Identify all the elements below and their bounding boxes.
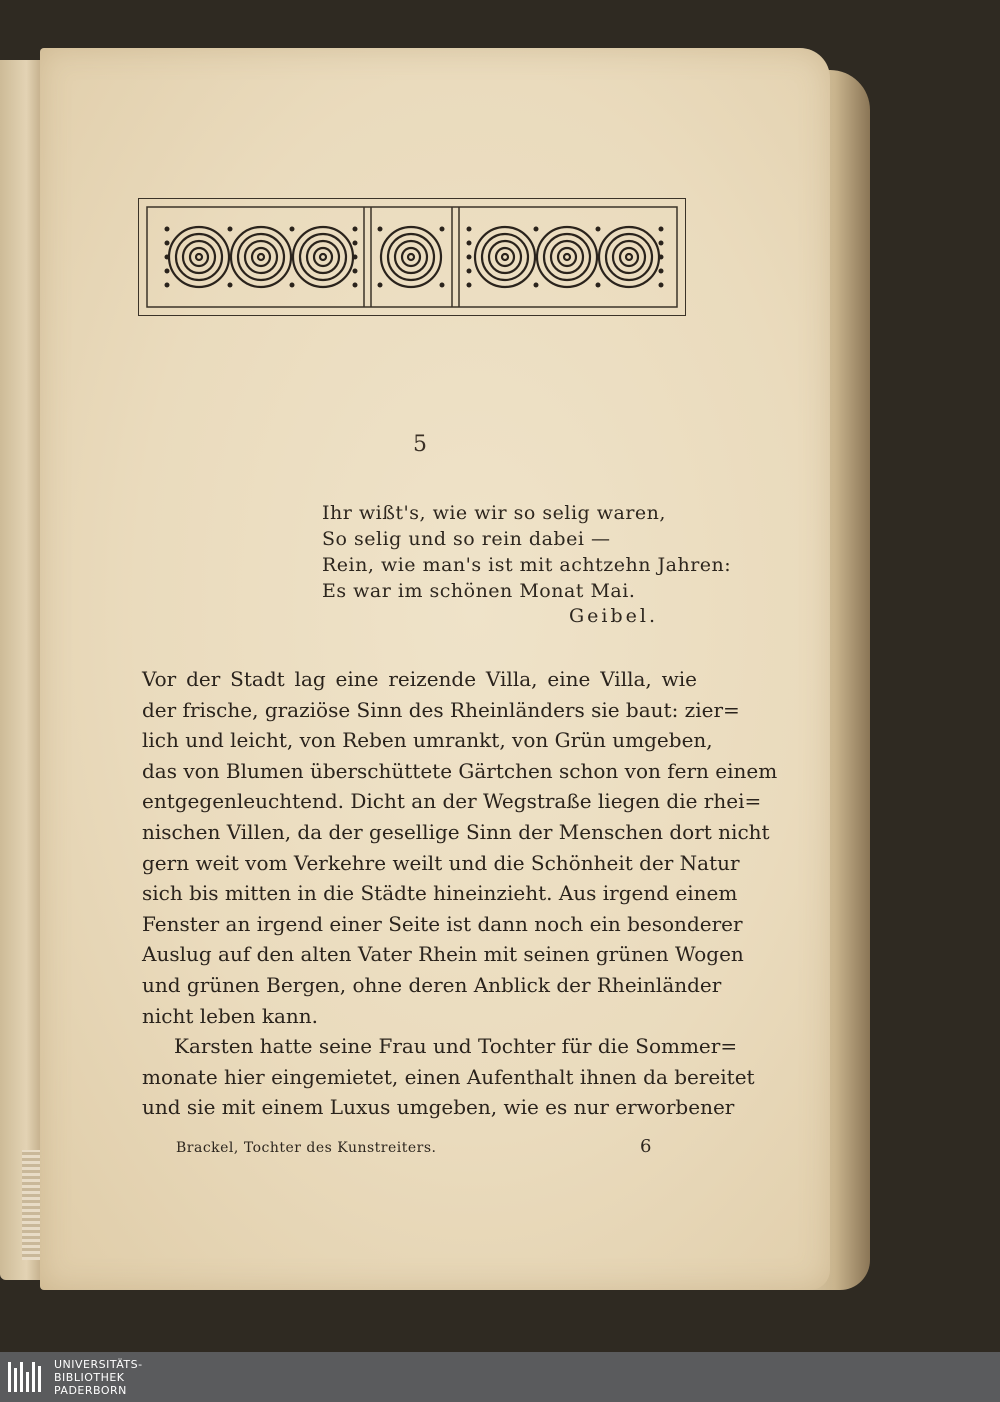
poem-line: Es war im schönen Monat Mai. <box>322 580 636 602</box>
text-line: entgegenleuchtend. Dicht an der Wegstraße liegen die rhei= <box>142 789 762 814</box>
text-line: und grünen Bergen, ohne deren Anblick der Rheinländer <box>142 972 722 997</box>
text-line: Karsten hatte seine Frau und Tochter für die Sommer= <box>174 1034 738 1059</box>
text-line: monate hier eingemietet, einen Aufenthalt ihnen da bereitet <box>142 1064 755 1089</box>
library-footer-bar <box>0 1352 1000 1402</box>
text-line: und sie mit einem Luxus umgeben, wie es nur erworbener <box>142 1095 735 1120</box>
logo-line: PADERBORN <box>54 1384 127 1397</box>
text-line: sich bis mitten in die Städte hineinzieht. Aus irgend einem <box>142 881 738 906</box>
body-text <box>142 664 778 1123</box>
chapter-number: 5 <box>413 432 427 457</box>
logo-line: UNIVERSITÄTS- <box>54 1358 143 1371</box>
text-line: gern weit vom Verkehre weilt und die Schönheit der Natur <box>142 850 740 875</box>
library-logo-text <box>54 1358 143 1397</box>
text-line: der frische, graziöse Sinn des Rheinländers sie baut: zier= <box>142 697 740 722</box>
epigraph-poem <box>322 500 732 604</box>
text-line: nicht leben kann. <box>142 1003 319 1028</box>
left-page-edge <box>0 60 44 1280</box>
text-line: lich und leicht, von Reben umrankt, von Grün umgeben, <box>142 728 713 753</box>
epigraph-author: Geibel. <box>568 605 658 627</box>
footer-signature: Brackel, Tochter des Kunstreiters. <box>176 1140 437 1156</box>
poem-line: Rein, wie man's ist mit achtzehn Jahren: <box>322 554 732 576</box>
poem-line: Ihr wißt's, wie wir so selig waren, <box>322 502 666 524</box>
poem-line: So selig und so rein dabei — <box>322 528 611 550</box>
text-line: Auslug auf den alten Vater Rhein mit seinen grünen Wogen <box>142 942 744 967</box>
library-bars-logo-icon <box>8 1360 46 1394</box>
decorative-header-ornament <box>138 198 686 316</box>
text-line: Fenster an irgend einer Seite ist dann noch ein besonderer <box>142 911 743 936</box>
text-line: Vor der Stadt lag eine reizende Villa, eine Villa, wie <box>142 667 697 691</box>
text-line: das von Blumen überschüttete Gärtchen schon von fern einem <box>142 758 778 783</box>
text-line: nischen Villen, da der gesellige Sinn der Menschen dort nicht <box>142 819 770 844</box>
ornament-circles-icon <box>139 199 685 315</box>
logo-line: BIBLIOTHEK <box>54 1371 125 1384</box>
footer-page-number: 6 <box>640 1136 652 1157</box>
